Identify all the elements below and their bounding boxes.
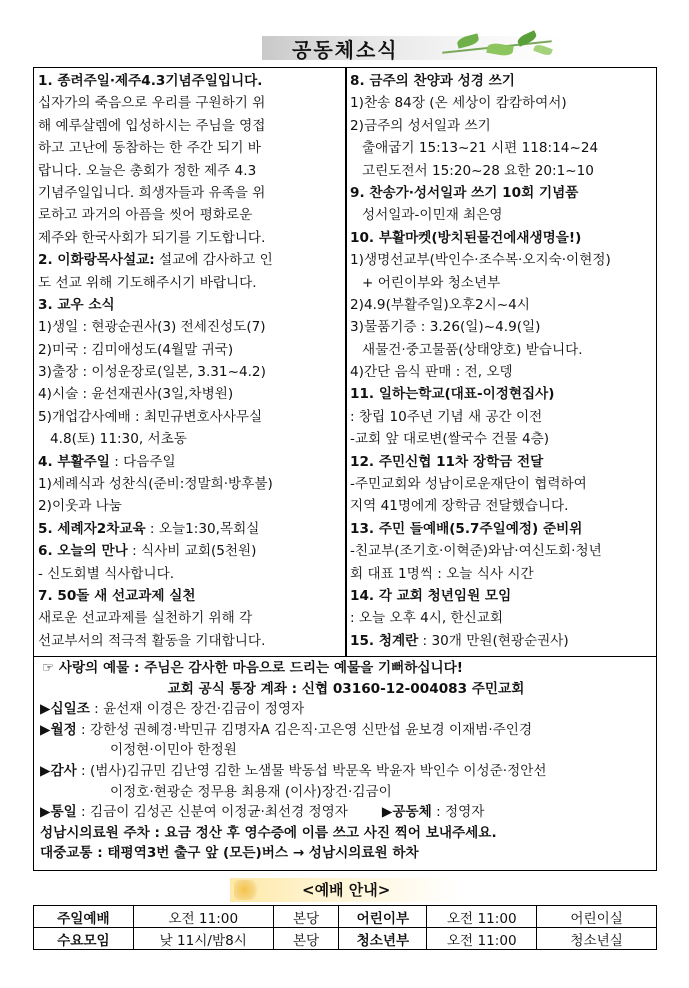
sun-icon <box>234 880 260 900</box>
left-column-line: 해 예루살렘에 입성하시는 주님을 영접 <box>38 117 266 134</box>
left-column-line-heading: 5. 세례자2차교육 <box>38 520 146 537</box>
table-cell: 낮 11시/밤8시 <box>133 928 273 950</box>
right-column-line-detail: : 30개 만원(현광순권사) <box>418 632 569 649</box>
left-column <box>38 70 342 652</box>
right-column-line: : 오늘 오후 4시, 한신교회 <box>350 610 504 627</box>
left-column-line <box>38 518 342 540</box>
right-column-line: 3)물품기증 : 3.26(일)~4.9(일) <box>350 319 541 336</box>
table-row <box>34 928 657 950</box>
table-cell: 어린이부 <box>339 906 427 928</box>
worship-notice-header <box>230 876 460 902</box>
left-column-line: 기념주일입니다. 희생자들과 유족을 위 <box>38 184 266 201</box>
community-names: : 정영자 <box>431 804 485 821</box>
left-column-line-heading: 2. 이화랑목사설교: <box>38 252 155 269</box>
left-column-line: 3. 교우 소식 <box>38 296 115 313</box>
community-label: ▶공동체 <box>381 804 432 821</box>
right-column-line: -친교부(조기호·이혁준)와남·여신도회·청년 <box>350 543 602 560</box>
right-column <box>350 70 654 652</box>
left-column-line: 로하고 과거의 아픔을 씻어 평화로운 <box>38 207 253 224</box>
left-column-line-detail: : 오늘1:30,목회실 <box>145 520 260 537</box>
right-column-line: 1)생명선교부(박인수·조수복·오지숙·이현정) <box>350 252 611 269</box>
right-column-line: 10. 부활마켓(방치된물건에새생명을!) <box>350 229 582 246</box>
left-column-line-heading: 6. 오늘의 만나 <box>38 543 128 560</box>
right-column-line: + 어린이부와 청소년부 <box>362 274 501 291</box>
right-column-line: 11. 일하는학교(대표-이정현집사) <box>350 386 555 403</box>
left-column-line: 4.8(토) 11:30, 서초동 <box>50 431 187 448</box>
column-divider <box>345 67 347 657</box>
unification-label: ▶통일 <box>40 804 77 821</box>
table-cell: 어린이실 <box>537 906 657 928</box>
left-column-line: 2)미국 : 김미애성도(4월말 귀국) <box>38 341 234 358</box>
monthly-line <box>40 720 652 741</box>
tithe-label: ▶십일조 <box>40 701 90 718</box>
left-column-line: 1. 종려주일·제주4.3기념주일입니다. <box>38 73 263 89</box>
left-column-line: 도 선교 위해 기도해주시기 바랍니다. <box>38 274 257 291</box>
right-column-line: 4)간단 음식 판매 : 전, 오뎅 <box>350 364 513 381</box>
monthly-label: ▶월정 <box>40 721 77 738</box>
right-column-line: 14. 각 교회 청년임원 모임 <box>350 587 512 604</box>
right-column-line: 2)금주의 성서일과 쓰기 <box>350 117 491 134</box>
thanks-line <box>40 761 652 782</box>
left-column-line <box>38 249 342 271</box>
table-row <box>34 906 657 928</box>
left-column-line: 4)시술 : 윤선재권사(3일,차병원) <box>38 386 234 403</box>
left-column-line: 3)출장 : 이성운장로(일본, 3.31~4.2) <box>38 364 266 381</box>
right-column-line <box>350 630 654 652</box>
left-column-line <box>38 540 342 562</box>
offering-lead: ☞ 사랑의 예물 : 주님은 감사한 마음으로 드리는 예물을 기뻐하십니다! <box>42 660 463 676</box>
right-column-line: : 창립 10주년 기념 새 공간 이전 <box>350 408 543 425</box>
thanks-line-2: 이정호·현광순 정무용 최용재 (이사)장건·김금이 <box>110 783 392 800</box>
tithe-line <box>40 699 652 720</box>
left-column-line: 제주와 한국사회가 되기를 기도합니다. <box>38 229 266 246</box>
left-column-line-detail: : 식사비 교회(5천원) <box>127 543 257 560</box>
left-column-line: 하고 고난에 동참하는 한 주간 되기 바 <box>38 140 261 157</box>
table-cell: 본당 <box>273 906 339 928</box>
right-column-line: -교회 앞 대로변(쌀국수 건물 4층) <box>350 431 550 448</box>
table-cell: 오전 11:00 <box>427 906 537 928</box>
table-cell: 본당 <box>273 928 339 950</box>
page-title: 공동체소식 <box>292 38 399 62</box>
left-column-line <box>38 451 342 473</box>
right-column-line: 성서일과-이민재 최은영 <box>362 207 503 224</box>
right-column-line: 고린도전서 15:20~28 요한 20:1~10 <box>362 162 594 179</box>
right-column-line: 1)찬송 84장 (온 세상이 캄캄하여서) <box>350 95 567 112</box>
thanks-label: ▶감사 <box>40 762 77 779</box>
table-cell: 청소년실 <box>537 928 657 950</box>
left-column-line: 새로운 선교과제를 실천하기 위해 각 <box>38 610 253 627</box>
parking-notice: 성남시의료원 주차 : 요금 정산 후 영수증에 이름 쓰고 사진 찍어 보내주세요. <box>40 824 497 841</box>
right-column-line: 지역 41명에게 장학금 전달했습니다. <box>350 498 569 515</box>
right-column-line: 13. 주민 들예배(5.7주일예정) 준비위 <box>350 520 583 537</box>
right-column-line: -주민교회와 성남이로운재단이 협력하여 <box>350 476 587 493</box>
tithe-names: : 윤선재 이경은 장건·김금이 정영자 <box>89 701 305 718</box>
left-column-line: 선교부서의 적극적 활동을 기대합니다. <box>38 632 266 649</box>
left-column-line: 랍니다. 오늘은 총회가 정한 제주 4.3 <box>38 162 257 179</box>
left-column-line: 2)이웃과 나눔 <box>38 498 122 515</box>
table-cell: 수요모임 <box>34 928 134 950</box>
right-column-line: 회 대표 1명씩 : 오늘 식사 시간 <box>350 565 534 582</box>
thanks-names: : (범사)김규민 김난영 김한 노샘물 박동섭 박문옥 박윤자 박인수 이성준·정안선 <box>76 762 547 779</box>
left-column-line: 7. 50돌 새 선교과제 실천 <box>38 587 196 604</box>
monthly-names: : 강한성 권혜경·박민규 김명자A 김은직·고은영 신만섭 윤보경 이재범·주인경 <box>76 721 533 738</box>
left-column-line: - 신도회별 식사합니다. <box>38 565 175 582</box>
unification-line <box>40 802 652 823</box>
right-column-line: 2)4.9(부활주일)오후2시~4시 <box>350 296 530 313</box>
offering-section <box>40 658 652 864</box>
right-column-line: 8. 금주의 찬양과 성경 쓰기 <box>350 73 515 89</box>
left-column-line: 1)생일 : 현광순권사(3) 전세진성도(7) <box>38 319 266 336</box>
right-column-line: 12. 주민신협 11차 장학금 전달 <box>350 453 544 470</box>
monthly-line-2: 이정현·이민아 한정원 <box>110 742 237 759</box>
left-column-line: 십자가의 죽음으로 우리를 구원하기 위 <box>38 95 266 112</box>
left-column-line: 5)개업감사예배 : 최민규변호사사무실 <box>38 408 263 425</box>
table-cell: 청소년부 <box>339 928 427 950</box>
left-column-line-detail: 설교에 감사하고 인 <box>154 252 273 269</box>
unification-names: : 김금이 김성곤 신분여 이정균·최선경 정영자 <box>76 804 348 821</box>
right-column-line: 9. 찬송가·성서일과 쓰기 10회 기념품 <box>350 184 579 201</box>
right-column-line-heading: 15. 청계란 <box>350 632 419 649</box>
transit-notice: 대중교통 : 태평역3번 출구 앞 (모든)버스 → 성남시의료원 하차 <box>40 845 419 862</box>
right-column-line: 출애굽기 15:13~21 시편 118:14~24 <box>362 140 599 157</box>
table-cell: 오전 11:00 <box>133 906 273 928</box>
left-column-line: 1)세례식과 성찬식(준비:정말희·방후불) <box>38 476 273 493</box>
table-cell: 오전 11:00 <box>427 928 537 950</box>
left-column-line-detail: : 다음주일 <box>109 453 176 470</box>
bank-account: 교회 공식 통장 계좌 : 신협 03160-12-004083 주민교회 <box>167 680 525 697</box>
table-cell: 주일예배 <box>34 906 134 928</box>
worship-schedule-table <box>33 905 657 950</box>
left-column-line-heading: 4. 부활주일 <box>38 453 110 470</box>
worship-notice-title: <예배 안내> <box>302 881 391 899</box>
right-column-line: 새물건·중고물품(상태양호) 받습니다. <box>362 341 583 358</box>
bulletin-header <box>262 32 562 62</box>
